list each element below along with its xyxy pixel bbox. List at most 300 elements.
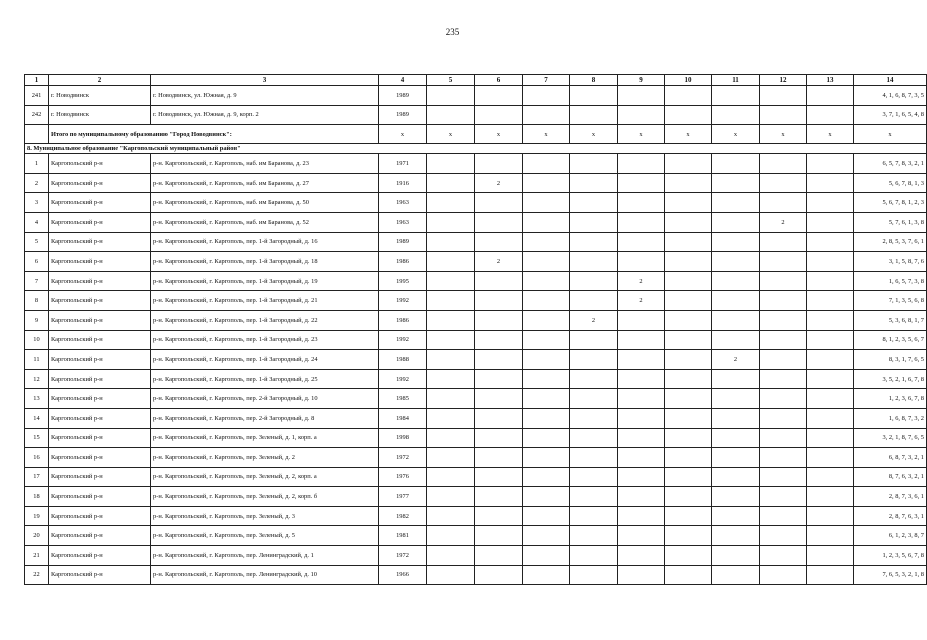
col-10-cell: [665, 232, 712, 252]
col-14-cell: 4, 1, 6, 8, 7, 3, 5: [854, 86, 927, 106]
col-8-cell: [570, 271, 618, 291]
col-5-cell: [427, 154, 475, 174]
col-11-cell: [712, 271, 760, 291]
col-10-cell: [665, 350, 712, 370]
col-13-cell: [807, 252, 854, 272]
address-cell: р-н. Каргопольский, г. Каргополь, пер. 1-й Загородный, д. 24: [151, 350, 379, 370]
col-6-cell: [475, 487, 523, 507]
address-cell: р-н. Каргопольский, г. Каргополь, пер. 1-й Загородный, д. 21: [151, 291, 379, 311]
table-row: [25, 232, 927, 252]
year-built-cell: 1977: [379, 487, 427, 507]
row-number-cell: 13: [25, 389, 49, 409]
col-8-cell: [570, 232, 618, 252]
col-9-cell: [618, 232, 665, 252]
col-13-cell: [807, 389, 854, 409]
col-14-cell: 3, 2, 1, 8, 7, 6, 5: [854, 428, 927, 448]
address-cell: р-н. Каргопольский, г. Каргополь, пер. 2-й Загородный, д. 8: [151, 408, 379, 428]
col-7-cell: [523, 330, 570, 350]
address-cell: р-н. Каргопольский, г. Каргополь, пер. Зеленый, д. 2, корп. а: [151, 467, 379, 487]
col-13-cell: [807, 193, 854, 213]
address-cell: р-н. Каргопольский, г. Каргополь, пер. Зеленый, д. 3: [151, 506, 379, 526]
col-8-cell: [570, 154, 618, 174]
section-row: [25, 144, 927, 154]
col-7-cell: [523, 310, 570, 330]
col-13-cell: [807, 506, 854, 526]
year-built-cell: 1963: [379, 193, 427, 213]
col-6-cell: [475, 105, 523, 125]
col-9-cell: [618, 487, 665, 507]
col-8-cell: [570, 193, 618, 213]
col-10-cell: [665, 154, 712, 174]
col-12-cell: [760, 467, 807, 487]
col-5-cell: [427, 487, 475, 507]
col-11-cell: [712, 487, 760, 507]
column-header: 6: [475, 75, 523, 86]
col-7-cell: [523, 546, 570, 566]
col-8-cell: [570, 291, 618, 311]
municipality-cell: Каргопольский р-н: [49, 487, 151, 507]
col-13-cell: [807, 448, 854, 468]
col-12-cell: [760, 154, 807, 174]
col-13-cell: [807, 350, 854, 370]
col-12-cell: 2: [760, 212, 807, 232]
col-12-cell: [760, 565, 807, 585]
municipality-cell: Каргопольский р-н: [49, 565, 151, 585]
total-x-cell: х: [760, 125, 807, 144]
col-7-cell: [523, 193, 570, 213]
col-12-cell: [760, 408, 807, 428]
col-11-cell: [712, 526, 760, 546]
year-built-cell: 1995: [379, 271, 427, 291]
address-cell: р-н. Каргопольский, г. Каргополь, пер. Ленинградский, д. 10: [151, 565, 379, 585]
year-built-cell: 1986: [379, 310, 427, 330]
col-14-cell: 3, 1, 5, 8, 7, 6: [854, 252, 927, 272]
col-11-cell: [712, 173, 760, 193]
col-10-cell: [665, 389, 712, 409]
col-6-cell: [475, 467, 523, 487]
col-13-cell: [807, 173, 854, 193]
year-built-cell: 1992: [379, 291, 427, 311]
col-5-cell: [427, 105, 475, 125]
row-number-cell: 1: [25, 154, 49, 174]
year-built-cell: 1985: [379, 389, 427, 409]
municipality-cell: Каргопольский р-н: [49, 408, 151, 428]
col-11-cell: [712, 86, 760, 106]
col-13-cell: [807, 369, 854, 389]
col-12-cell: [760, 448, 807, 468]
col-11-cell: [712, 330, 760, 350]
col-14-cell: 1, 6, 5, 7, 3, 8: [854, 271, 927, 291]
table-row: [25, 252, 927, 272]
col-11-cell: [712, 428, 760, 448]
rows-main: [25, 154, 927, 585]
col-12-cell: [760, 86, 807, 106]
address-cell: р-н. Каргопольский, г. Каргополь, пер. 1-й Загородный, д. 23: [151, 330, 379, 350]
address-cell: р-н. Каргопольский, г. Каргополь, наб. им Баранова, д. 23: [151, 154, 379, 174]
col-6-cell: [475, 546, 523, 566]
col-10-cell: [665, 369, 712, 389]
col-9-cell: [618, 193, 665, 213]
table-row: [25, 271, 927, 291]
col-9-cell: 2: [618, 271, 665, 291]
address-cell: р-н. Каргопольский, г. Каргополь, пер. Зеленый, д. 1, корп. а: [151, 428, 379, 448]
col-5-cell: [427, 173, 475, 193]
col-6-cell: [475, 330, 523, 350]
col-6-cell: [475, 565, 523, 585]
col-14-cell: 5, 3, 6, 8, 1, 7: [854, 310, 927, 330]
municipality-cell: Каргопольский р-н: [49, 546, 151, 566]
col-5-cell: [427, 350, 475, 370]
row-number-cell: 20: [25, 526, 49, 546]
col-9-cell: [618, 212, 665, 232]
col-11-cell: 2: [712, 350, 760, 370]
col-9-cell: [618, 173, 665, 193]
col-6-cell: [475, 291, 523, 311]
year-built-cell: 1982: [379, 506, 427, 526]
col-13-cell: [807, 271, 854, 291]
total-block: [25, 125, 927, 154]
total-x-cell: х: [570, 125, 618, 144]
col-5-cell: [427, 369, 475, 389]
total-x-cell: х: [854, 125, 927, 144]
year-built-cell: 1984: [379, 408, 427, 428]
col-8-cell: [570, 350, 618, 370]
year-built-cell: 1986: [379, 252, 427, 272]
table-row: [25, 330, 927, 350]
col-10-cell: [665, 546, 712, 566]
municipality-cell: Каргопольский р-н: [49, 330, 151, 350]
year-built-cell: 1972: [379, 546, 427, 566]
col-8-cell: [570, 330, 618, 350]
col-14-cell: 7, 1, 3, 5, 6, 8: [854, 291, 927, 311]
col-6-cell: [475, 271, 523, 291]
col-12-cell: [760, 173, 807, 193]
address-cell: р-н. Каргопольский, г. Каргополь, пер. Зеленый, д. 5: [151, 526, 379, 546]
col-9-cell: [618, 565, 665, 585]
col-11-cell: [712, 506, 760, 526]
col-8-cell: [570, 212, 618, 232]
col-9-cell: [618, 526, 665, 546]
year-built-cell: 1988: [379, 350, 427, 370]
column-header: 12: [760, 75, 807, 86]
column-header: 7: [523, 75, 570, 86]
col-10-cell: [665, 212, 712, 232]
column-header: 4: [379, 75, 427, 86]
address-cell: р-н. Каргопольский, г. Каргополь, пер. Зеленый, д. 2: [151, 448, 379, 468]
row-number-cell: 17: [25, 467, 49, 487]
col-7-cell: [523, 487, 570, 507]
column-header: 1: [25, 75, 49, 86]
page-number: 235: [445, 27, 460, 37]
col-6-cell: [475, 428, 523, 448]
col-14-cell: 8, 1, 2, 3, 5, 6, 7: [854, 330, 927, 350]
total-x-cell: х: [475, 125, 523, 144]
col-10-cell: [665, 291, 712, 311]
year-built-cell: 1976: [379, 467, 427, 487]
column-header: 2: [49, 75, 151, 86]
col-7-cell: [523, 212, 570, 232]
col-7-cell: [523, 350, 570, 370]
col-5-cell: [427, 252, 475, 272]
col-13-cell: [807, 291, 854, 311]
municipality-cell: Каргопольский р-н: [49, 428, 151, 448]
col-12-cell: [760, 546, 807, 566]
col-14-cell: 2, 8, 5, 3, 7, 6, 1: [854, 232, 927, 252]
col-9-cell: [618, 252, 665, 272]
col-14-cell: 3, 7, 1, 6, 5, 4, 8: [854, 105, 927, 125]
col-9-cell: [618, 154, 665, 174]
col-7-cell: [523, 271, 570, 291]
col-7-cell: [523, 369, 570, 389]
col-10-cell: [665, 330, 712, 350]
municipality-cell: Каргопольский р-н: [49, 252, 151, 272]
table-row: [25, 408, 927, 428]
col-13-cell: [807, 86, 854, 106]
col-12-cell: [760, 389, 807, 409]
municipality-cell: Каргопольский р-н: [49, 526, 151, 546]
table-row: [25, 448, 927, 468]
municipality-cell: Каргопольский р-н: [49, 506, 151, 526]
row-number-cell: 12: [25, 369, 49, 389]
col-11-cell: [712, 546, 760, 566]
table-row: [25, 546, 927, 566]
col-9-cell: [618, 448, 665, 468]
col-6-cell: 2: [475, 173, 523, 193]
col-8-cell: [570, 487, 618, 507]
col-6-cell: [475, 389, 523, 409]
col-6-cell: [475, 408, 523, 428]
col-8-cell: 2: [570, 310, 618, 330]
col-14-cell: 6, 8, 7, 3, 2, 1: [854, 448, 927, 468]
col-5-cell: [427, 546, 475, 566]
col-7-cell: [523, 389, 570, 409]
col-13-cell: [807, 310, 854, 330]
municipality-cell: Каргопольский р-н: [49, 291, 151, 311]
col-8-cell: [570, 252, 618, 272]
col-9-cell: [618, 506, 665, 526]
address-cell: р-н. Каргопольский, г. Каргополь, пер. 1-й Загородный, д. 25: [151, 369, 379, 389]
col-14-cell: 1, 2, 3, 6, 7, 8: [854, 389, 927, 409]
rows-before: [25, 86, 927, 125]
address-cell: р-н. Каргопольский, г. Каргополь, пер. Ленинградский, д. 1: [151, 546, 379, 566]
col-14-cell: 2, 8, 7, 3, 6, 1: [854, 487, 927, 507]
housing-table: [24, 74, 927, 585]
table-row: [25, 173, 927, 193]
col-11-cell: [712, 565, 760, 585]
col-9-cell: 2: [618, 291, 665, 311]
col-11-cell: [712, 252, 760, 272]
row-number-cell: 9: [25, 310, 49, 330]
municipality-cell: Каргопольский р-н: [49, 350, 151, 370]
col-5-cell: [427, 310, 475, 330]
col-12-cell: [760, 526, 807, 546]
year-built-cell: 1981: [379, 526, 427, 546]
col-10-cell: [665, 467, 712, 487]
col-14-cell: 6, 1, 2, 3, 8, 7: [854, 526, 927, 546]
col-12-cell: [760, 271, 807, 291]
address-cell: р-н. Каргопольский, г. Каргополь, пер. Зеленый, д. 2, корп. б: [151, 487, 379, 507]
total-empty-cell: [25, 125, 49, 144]
col-9-cell: [618, 467, 665, 487]
col-7-cell: [523, 428, 570, 448]
col-11-cell: [712, 310, 760, 330]
row-number-cell: 11: [25, 350, 49, 370]
table-row: [25, 487, 927, 507]
col-9-cell: [618, 428, 665, 448]
address-cell: р-н. Каргопольский, г. Каргополь, наб. им Баранова, д. 27: [151, 173, 379, 193]
year-built-cell: 1972: [379, 448, 427, 468]
municipality-cell: Каргопольский р-н: [49, 212, 151, 232]
address-cell: г. Новодвинск, ул. Южная, д. 9, корп. 2: [151, 105, 379, 125]
col-7-cell: [523, 105, 570, 125]
col-13-cell: [807, 105, 854, 125]
col-6-cell: [475, 154, 523, 174]
col-13-cell: [807, 487, 854, 507]
col-5-cell: [427, 271, 475, 291]
col-5-cell: [427, 389, 475, 409]
col-13-cell: [807, 154, 854, 174]
col-10-cell: [665, 252, 712, 272]
table-row: [25, 105, 927, 125]
col-9-cell: [618, 330, 665, 350]
col-8-cell: [570, 467, 618, 487]
row-number-cell: 19: [25, 506, 49, 526]
col-12-cell: [760, 350, 807, 370]
col-7-cell: [523, 252, 570, 272]
year-built-cell: 1989: [379, 86, 427, 106]
col-10-cell: [665, 565, 712, 585]
col-5-cell: [427, 193, 475, 213]
municipality-cell: Каргопольский р-н: [49, 154, 151, 174]
total-x-cell: х: [523, 125, 570, 144]
col-8-cell: [570, 565, 618, 585]
col-7-cell: [523, 154, 570, 174]
col-10-cell: [665, 86, 712, 106]
address-cell: г. Новодвинск, ул. Южная, д. 9: [151, 86, 379, 106]
year-built-cell: 1916: [379, 173, 427, 193]
municipality-cell: г. Новодвинск: [49, 105, 151, 125]
municipality-cell: Каргопольский р-н: [49, 467, 151, 487]
col-10-cell: [665, 271, 712, 291]
col-8-cell: [570, 546, 618, 566]
col-9-cell: [618, 105, 665, 125]
col-14-cell: 1, 6, 8, 7, 3, 2: [854, 408, 927, 428]
col-8-cell: [570, 448, 618, 468]
table-row: [25, 428, 927, 448]
col-6-cell: [475, 369, 523, 389]
address-cell: р-н. Каргопольский, г. Каргополь, пер. 1-й Загородный, д. 19: [151, 271, 379, 291]
table-row: [25, 154, 927, 174]
col-10-cell: [665, 193, 712, 213]
table-row: [25, 467, 927, 487]
year-built-cell: 1963: [379, 212, 427, 232]
table-row: [25, 193, 927, 213]
col-11-cell: [712, 154, 760, 174]
col-14-cell: 2, 8, 7, 6, 3, 1: [854, 506, 927, 526]
col-5-cell: [427, 212, 475, 232]
col-11-cell: [712, 408, 760, 428]
table-row: [25, 369, 927, 389]
municipality-cell: Каргопольский р-н: [49, 193, 151, 213]
col-10-cell: [665, 310, 712, 330]
column-header: 3: [151, 75, 379, 86]
column-header: 5: [427, 75, 475, 86]
row-number-cell: 5: [25, 232, 49, 252]
col-13-cell: [807, 428, 854, 448]
row-number-cell: 16: [25, 448, 49, 468]
col-14-cell: 5, 6, 7, 8, 1, 3: [854, 173, 927, 193]
col-5-cell: [427, 232, 475, 252]
row-number-cell: 18: [25, 487, 49, 507]
col-7-cell: [523, 448, 570, 468]
col-8-cell: [570, 105, 618, 125]
col-9-cell: [618, 389, 665, 409]
col-11-cell: [712, 369, 760, 389]
year-built-cell: 1998: [379, 428, 427, 448]
municipality-cell: Каргопольский р-н: [49, 173, 151, 193]
col-7-cell: [523, 86, 570, 106]
col-10-cell: [665, 448, 712, 468]
municipality-cell: Каргопольский р-н: [49, 271, 151, 291]
row-number-cell: 4: [25, 212, 49, 232]
table-row: [25, 291, 927, 311]
address-cell: р-н. Каргопольский, г. Каргополь, пер. 1-й Загородный, д. 22: [151, 310, 379, 330]
col-13-cell: [807, 467, 854, 487]
table-row: [25, 389, 927, 409]
col-10-cell: [665, 408, 712, 428]
col-12-cell: [760, 487, 807, 507]
col-9-cell: [618, 546, 665, 566]
column-header: 13: [807, 75, 854, 86]
col-12-cell: [760, 330, 807, 350]
col-11-cell: [712, 291, 760, 311]
col-6-cell: [475, 193, 523, 213]
col-8-cell: [570, 526, 618, 546]
col-11-cell: [712, 212, 760, 232]
municipality-cell: Каргопольский р-н: [49, 369, 151, 389]
col-5-cell: [427, 506, 475, 526]
row-number-cell: 241: [25, 86, 49, 106]
col-12-cell: [760, 232, 807, 252]
address-cell: р-н. Каргопольский, г. Каргополь, наб. им Баранова, д. 52: [151, 212, 379, 232]
col-7-cell: [523, 467, 570, 487]
col-11-cell: [712, 232, 760, 252]
col-6-cell: 2: [475, 252, 523, 272]
municipality-cell: Каргопольский р-н: [49, 232, 151, 252]
row-number-cell: 15: [25, 428, 49, 448]
col-5-cell: [427, 448, 475, 468]
col-14-cell: 5, 7, 6, 1, 3, 8: [854, 212, 927, 232]
col-14-cell: 5, 6, 7, 8, 1, 2, 3: [854, 193, 927, 213]
col-13-cell: [807, 526, 854, 546]
col-6-cell: [475, 526, 523, 546]
col-13-cell: [807, 212, 854, 232]
col-14-cell: 8, 3, 1, 7, 6, 5: [854, 350, 927, 370]
col-13-cell: [807, 232, 854, 252]
col-5-cell: [427, 330, 475, 350]
municipality-cell: г. Новодвинск: [49, 86, 151, 106]
col-8-cell: [570, 86, 618, 106]
col-5-cell: [427, 408, 475, 428]
col-10-cell: [665, 487, 712, 507]
table-row: [25, 506, 927, 526]
header-row: [25, 75, 927, 86]
row-number-cell: 2: [25, 173, 49, 193]
address-cell: р-н. Каргопольский, г. Каргополь, пер. 1-й Загородный, д. 16: [151, 232, 379, 252]
year-built-cell: 1989: [379, 105, 427, 125]
total-x-cell: х: [807, 125, 854, 144]
col-6-cell: [475, 86, 523, 106]
